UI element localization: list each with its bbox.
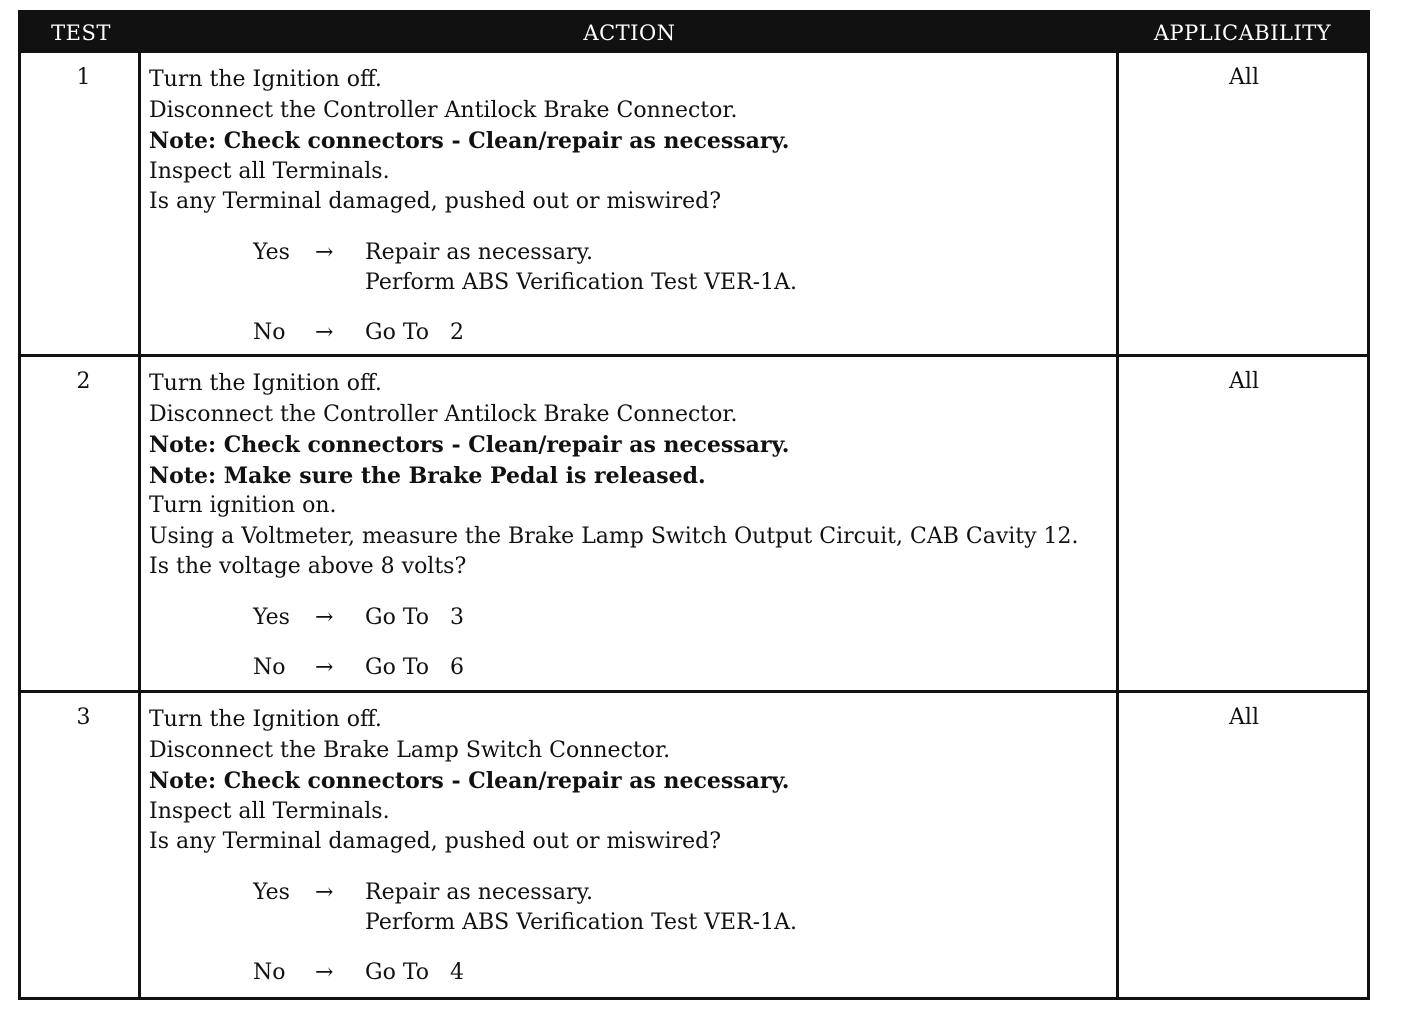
right-arrow-icon: → <box>315 879 334 905</box>
right-arrow-icon: → <box>315 319 334 345</box>
no-label: No <box>253 319 286 345</box>
header-action: ACTION <box>583 21 676 45</box>
applicability-value: All <box>1229 369 1259 394</box>
table-header <box>21 13 1367 53</box>
action-line: Inspect all Terminals. <box>149 798 390 824</box>
yes-label: Yes <box>253 239 290 265</box>
table-row <box>21 53 1367 354</box>
test-number: 3 <box>76 705 91 730</box>
header-test: TEST <box>51 21 111 45</box>
action-line: Turn ignition on. <box>149 493 337 518</box>
action-line: Using a Voltmeter, measure the Brake Lamp Switch Output Circuit, CAB Cavity 12. <box>149 523 1079 549</box>
action-line: Turn the Ignition off. <box>149 371 382 396</box>
diagnostic-table <box>18 10 1370 1000</box>
right-arrow-icon: → <box>315 604 334 630</box>
no-branch <box>149 958 1114 988</box>
no-branch <box>149 318 1114 348</box>
no-label: No <box>253 959 286 985</box>
no-result: Go To 2 <box>365 319 464 345</box>
action-cell <box>149 369 1114 683</box>
test-number: 1 <box>76 65 91 90</box>
yes-branch <box>149 603 1114 633</box>
yes-branch <box>149 878 1114 908</box>
table-row <box>21 693 1367 997</box>
yes-branch-continued <box>149 908 1114 938</box>
yes-result: Repair as necessary. <box>365 879 593 905</box>
note-line: Note: Check connectors - Clean/repair as necessary. <box>149 432 790 458</box>
action-line: Turn the Ignition off. <box>149 67 382 92</box>
note-line: Note: Make sure the Brake Pedal is released. <box>149 462 706 489</box>
yes-result-continued: Perform ABS Verification Test VER-1A. <box>365 269 797 295</box>
applicability-value: All <box>1229 705 1259 730</box>
right-arrow-icon: → <box>315 654 334 680</box>
action-cell <box>149 705 1114 988</box>
question-line: Is any Terminal damaged, pushed out or miswired? <box>149 189 722 214</box>
right-arrow-icon: → <box>315 959 334 985</box>
question-line: Is any Terminal damaged, pushed out or miswired? <box>149 829 722 854</box>
question-line: Is the voltage above 8 volts? <box>149 554 467 579</box>
action-cell <box>149 65 1114 348</box>
action-line: Turn the Ignition off. <box>149 707 382 732</box>
note-line: Note: Check connectors - Clean/repair as necessary. <box>149 768 790 794</box>
note-line: Note: Check connectors - Clean/repair as necessary. <box>149 128 790 154</box>
no-result: Go To 4 <box>365 959 464 985</box>
no-result: Go To 6 <box>365 654 464 680</box>
action-line: Inspect all Terminals. <box>149 158 390 184</box>
yes-result: Repair as necessary. <box>365 239 593 265</box>
yes-result: Go To 3 <box>365 604 464 630</box>
no-branch <box>149 653 1114 683</box>
action-line: Disconnect the Controller Antilock Brake Connector. <box>149 401 738 427</box>
yes-result-continued: Perform ABS Verification Test VER-1A. <box>365 909 797 935</box>
yes-label: Yes <box>253 604 290 630</box>
yes-branch <box>149 238 1114 268</box>
header-applicability: APPLICABILITY <box>1153 21 1332 45</box>
yes-branch-continued <box>149 268 1114 298</box>
right-arrow-icon: → <box>315 239 334 265</box>
action-line: Disconnect the Brake Lamp Switch Connector. <box>149 737 671 763</box>
yes-label: Yes <box>253 879 290 905</box>
table-row <box>21 357 1367 690</box>
applicability-value: All <box>1229 65 1259 90</box>
test-number: 2 <box>76 369 91 394</box>
action-line: Disconnect the Controller Antilock Brake Connector. <box>149 97 738 123</box>
no-label: No <box>253 654 286 680</box>
